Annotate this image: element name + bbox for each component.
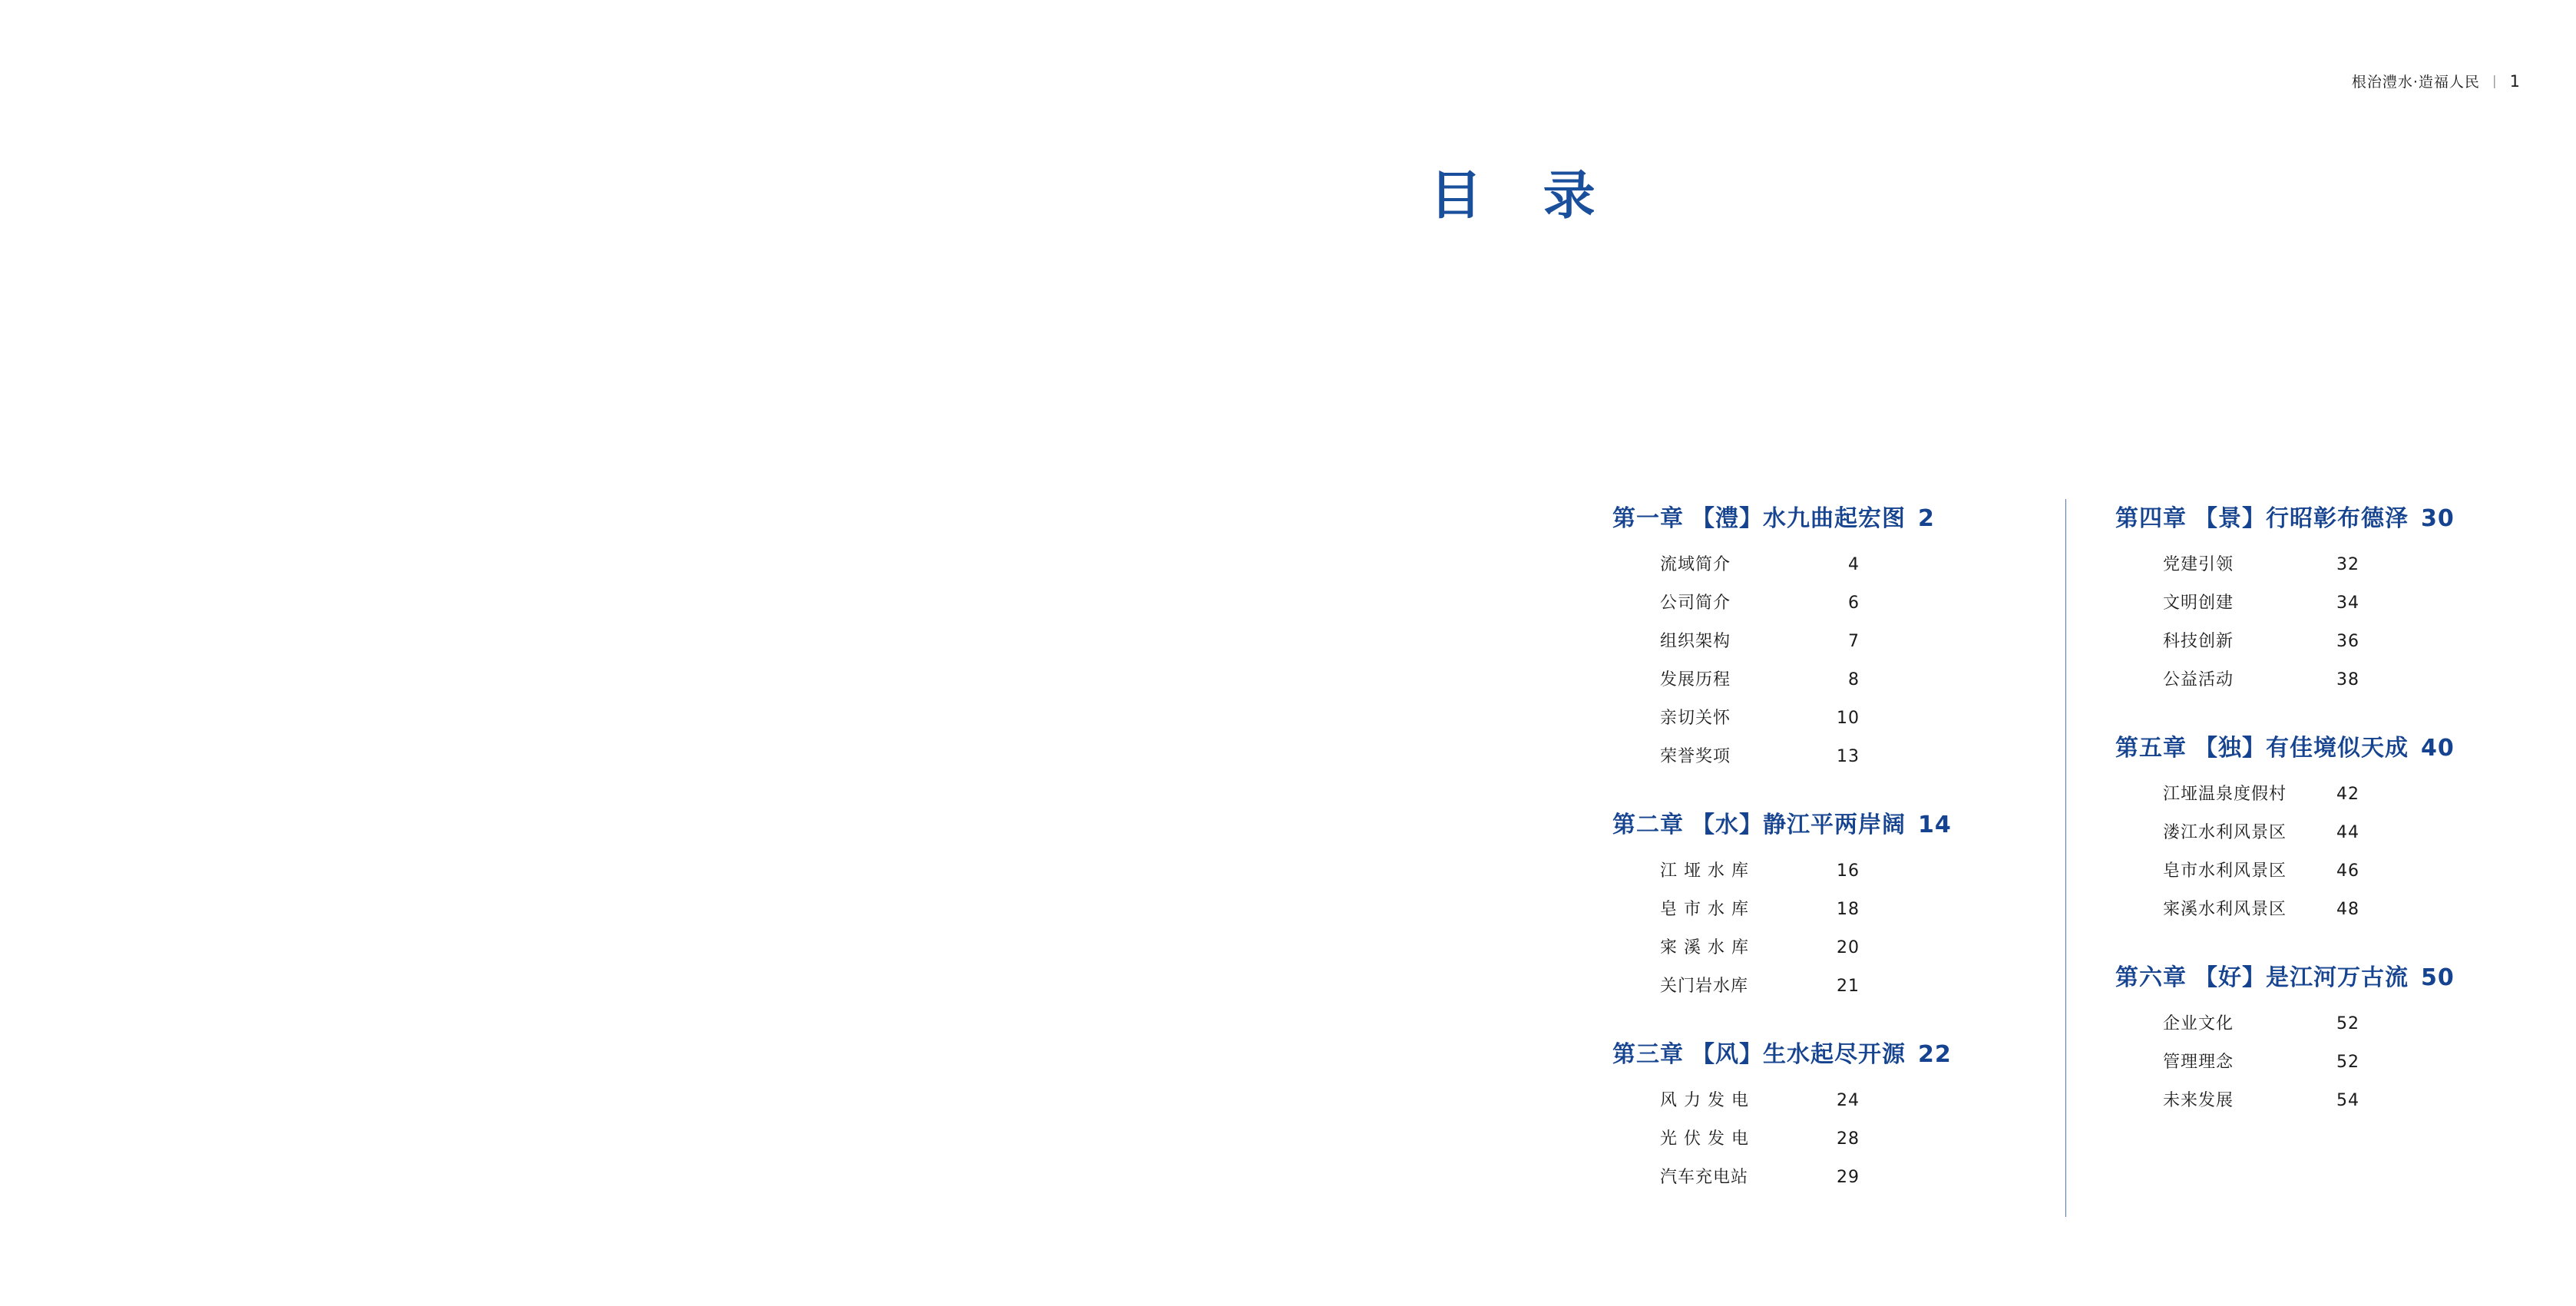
list-item[interactable] bbox=[1660, 1126, 2023, 1149]
entry-page: 20 bbox=[1837, 938, 1860, 957]
entry-label: 企业文化 bbox=[2163, 1014, 2234, 1033]
list-item[interactable] bbox=[2163, 819, 2526, 843]
toc-columns bbox=[1612, 499, 2526, 1202]
chapter-subentries bbox=[2115, 1010, 2526, 1111]
list-item[interactable] bbox=[1660, 934, 2023, 958]
entry-label: 皂市水利风景区 bbox=[2163, 861, 2287, 881]
entry-label: 关门岩水库 bbox=[1660, 977, 1749, 996]
chapter-subentries bbox=[2115, 781, 2526, 920]
chapter-entry[interactable] bbox=[1612, 499, 2023, 767]
entry-label: 公益活动 bbox=[2163, 670, 2234, 689]
list-item[interactable] bbox=[2163, 666, 2526, 690]
entry-page: 8 bbox=[1848, 670, 1860, 689]
entry-label: 溇江水利风景区 bbox=[2163, 823, 2287, 842]
entry-page: 21 bbox=[1837, 977, 1860, 996]
chapter-number: 第二章 bbox=[1612, 812, 1684, 838]
chapter-entry[interactable] bbox=[1612, 1035, 2023, 1188]
chapter-subentries bbox=[1612, 551, 2023, 767]
list-item[interactable] bbox=[2163, 858, 2526, 881]
chapter-number: 第四章 bbox=[2115, 505, 2187, 532]
entry-label: 荣誉奖项 bbox=[1660, 747, 1731, 766]
list-item[interactable] bbox=[2163, 781, 2526, 805]
list-item[interactable] bbox=[1660, 1164, 2023, 1188]
chapter-number: 第三章 bbox=[1612, 1041, 1684, 1068]
entry-page: 32 bbox=[2336, 555, 2359, 574]
chapter-number: 第一章 bbox=[1612, 505, 1684, 532]
list-item[interactable] bbox=[1660, 705, 2023, 729]
entry-page: 46 bbox=[2336, 861, 2359, 881]
entry-label: 亲切关怀 bbox=[1660, 709, 1731, 728]
chapter-page: 50 bbox=[2421, 964, 2455, 991]
chapter-heading[interactable] bbox=[1612, 499, 2023, 533]
entry-label: 光 伏 发 电 bbox=[1660, 1129, 1749, 1149]
entry-page: 29 bbox=[1837, 1168, 1860, 1187]
list-item[interactable] bbox=[1660, 628, 2023, 652]
list-item[interactable] bbox=[1660, 743, 2023, 767]
entry-label: 文明创建 bbox=[2163, 593, 2234, 613]
entry-label: 管理理念 bbox=[2163, 1053, 2234, 1072]
entry-page: 52 bbox=[2336, 1053, 2359, 1072]
list-item[interactable] bbox=[2163, 590, 2526, 613]
entry-page: 18 bbox=[1837, 900, 1860, 919]
entry-page: 44 bbox=[2336, 823, 2359, 842]
toc-column-right bbox=[2069, 499, 2526, 1202]
chapter-heading[interactable] bbox=[2115, 729, 2526, 762]
chapter-title: 【澧】水九曲起宏图 bbox=[1691, 505, 1906, 532]
entry-label: 党建引领 bbox=[2163, 555, 2234, 574]
chapter-heading[interactable] bbox=[1612, 1035, 2023, 1069]
chapter-title: 【好】是江河万古流 bbox=[2194, 964, 2409, 991]
list-item[interactable] bbox=[2163, 551, 2526, 575]
chapter-title: 【风】生水起尽开源 bbox=[1691, 1041, 1906, 1068]
list-item[interactable] bbox=[2163, 896, 2526, 920]
entry-label: 风 力 发 电 bbox=[1660, 1091, 1749, 1110]
entry-page: 36 bbox=[2336, 632, 2359, 651]
chapter-title: 【景】行昭彰布德泽 bbox=[2194, 505, 2409, 532]
entry-page: 54 bbox=[2336, 1091, 2359, 1110]
chapter-page: 2 bbox=[1918, 505, 1935, 532]
entry-label: 未来发展 bbox=[2163, 1091, 2234, 1110]
entry-page: 42 bbox=[2336, 785, 2359, 804]
chapter-entry[interactable] bbox=[2115, 729, 2526, 920]
entry-label: 组织架构 bbox=[1660, 632, 1731, 651]
entry-page: 34 bbox=[2336, 593, 2359, 613]
running-header bbox=[2352, 71, 2521, 91]
page-title: 目 录 bbox=[1430, 166, 1617, 226]
chapter-entry[interactable] bbox=[2115, 958, 2526, 1111]
list-item[interactable] bbox=[1660, 590, 2023, 613]
chapter-heading[interactable] bbox=[1612, 805, 2023, 839]
list-item[interactable] bbox=[1660, 973, 2023, 997]
entry-page: 28 bbox=[1837, 1129, 1860, 1149]
chapter-page: 30 bbox=[2421, 505, 2455, 532]
chapter-title: 【水】静江平两岸阔 bbox=[1691, 812, 1906, 838]
list-item[interactable] bbox=[1660, 1087, 2023, 1111]
entry-page: 7 bbox=[1848, 632, 1860, 651]
list-item[interactable] bbox=[1660, 896, 2023, 920]
chapter-page: 40 bbox=[2421, 735, 2455, 762]
entry-label: 科技创新 bbox=[2163, 632, 2234, 651]
chapter-page: 22 bbox=[1918, 1041, 1952, 1068]
entry-label: 宷溪水利风景区 bbox=[2163, 900, 2287, 919]
entry-page: 38 bbox=[2336, 670, 2359, 689]
list-item[interactable] bbox=[1660, 551, 2023, 575]
entry-page: 6 bbox=[1848, 593, 1860, 613]
entry-page: 13 bbox=[1837, 747, 1860, 766]
entry-label: 公司简介 bbox=[1660, 593, 1731, 613]
entry-label: 汽车充电站 bbox=[1660, 1168, 1749, 1187]
list-item[interactable] bbox=[1660, 858, 2023, 881]
entry-page: 16 bbox=[1837, 861, 1860, 881]
running-title: 根治澧水·造福人民 bbox=[2351, 74, 2480, 91]
entry-label: 发展历程 bbox=[1660, 670, 1731, 689]
list-item[interactable] bbox=[2163, 628, 2526, 652]
list-item[interactable] bbox=[2163, 1087, 2526, 1111]
chapter-number: 第六章 bbox=[2115, 964, 2187, 991]
chapter-subentries bbox=[1612, 858, 2023, 997]
page-number: 1 bbox=[2509, 71, 2521, 91]
chapter-subentries bbox=[1612, 1087, 2023, 1188]
chapter-entry[interactable] bbox=[2115, 499, 2526, 690]
chapter-heading[interactable] bbox=[2115, 958, 2526, 992]
entry-page: 48 bbox=[2336, 900, 2359, 919]
entry-page: 52 bbox=[2336, 1014, 2359, 1033]
entry-label: 江垭温泉度假村 bbox=[2163, 785, 2287, 804]
chapter-entry[interactable] bbox=[1612, 805, 2023, 997]
entry-label: 流域简介 bbox=[1660, 555, 1731, 574]
header-separator: | bbox=[2492, 73, 2498, 89]
entry-label: 皂 市 水 库 bbox=[1660, 900, 1749, 919]
entry-page: 4 bbox=[1848, 555, 1860, 574]
entry-page: 10 bbox=[1837, 709, 1860, 728]
list-item[interactable] bbox=[1660, 666, 2023, 690]
chapter-subentries bbox=[2115, 551, 2526, 690]
list-item[interactable] bbox=[2163, 1049, 2526, 1073]
chapter-heading[interactable] bbox=[2115, 499, 2526, 533]
list-item[interactable] bbox=[2163, 1010, 2526, 1034]
chapter-number: 第五章 bbox=[2115, 735, 2187, 762]
entry-label: 宷 溪 水 库 bbox=[1660, 938, 1749, 957]
chapter-page: 14 bbox=[1918, 812, 1952, 838]
entry-page: 24 bbox=[1837, 1091, 1860, 1110]
chapter-title: 【独】有佳境似天成 bbox=[2194, 735, 2409, 762]
toc-column-left bbox=[1612, 499, 2069, 1202]
entry-label: 江 垭 水 库 bbox=[1660, 861, 1749, 881]
